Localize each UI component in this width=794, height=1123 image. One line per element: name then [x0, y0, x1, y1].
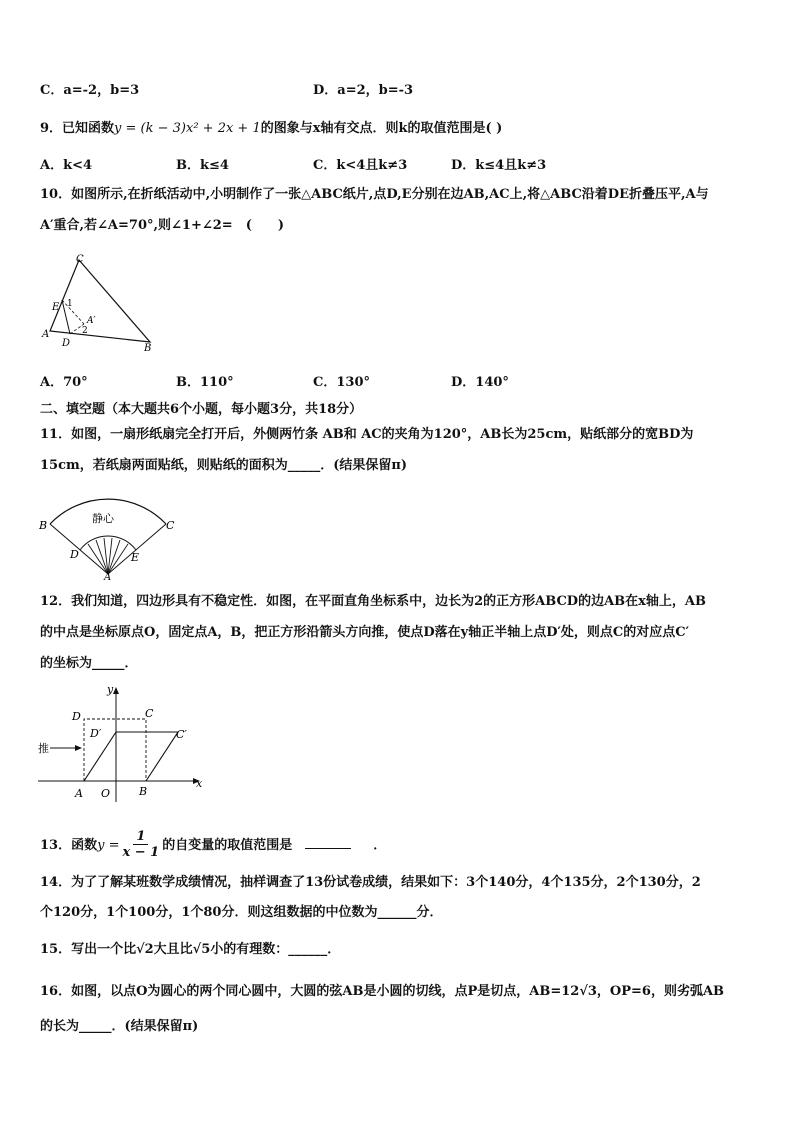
label-d: D: [70, 548, 79, 561]
label-y: y: [107, 684, 114, 696]
label-x: x: [196, 777, 203, 790]
q13-tail: ．: [373, 838, 387, 853]
q11-fan-figure: [38, 488, 178, 580]
label-c-prime: C′: [176, 728, 187, 741]
q16-line-1: 16．如图，以点O为圆心的两个同心圆中，大圆的弦AB是小圆的切线，点P是切点，AB=12√3，OP=6，则劣弧AB: [40, 984, 725, 999]
q10-option-c: C．130°: [313, 375, 370, 390]
q9-prefix: 9．已知函数: [40, 121, 115, 136]
label-c: C: [145, 707, 154, 720]
q10-option-a: A．70°: [40, 375, 88, 390]
label-c: C: [166, 519, 175, 532]
label-b: B: [39, 519, 48, 532]
q8-option-c: C．a=-2，b=3: [40, 83, 140, 98]
label-d: D: [62, 338, 71, 349]
q13-denominator: x − 1: [122, 845, 160, 860]
label-a: A: [42, 329, 50, 340]
label-c: C: [76, 254, 84, 265]
q9-formula: y = (k − 3)x² + 2x + 1: [114, 121, 261, 136]
q13-numerator: 1: [133, 830, 148, 845]
q15-line: 15．写出一个比√2大且比√5小的有理数：______．: [40, 942, 341, 957]
fan-inner-arc: [80, 536, 136, 550]
q12-line-1: 12．我们知道，四边形具有不稳定性．如图，在平面直角坐标系中，边长为2的正方形ABCD的边AB在x轴上，AB: [40, 594, 706, 609]
q12-line-2: 的中点是坐标原点O，固定点A，B，把正方形沿箭头方向推，使点D落在y轴正半轴上点D′处，则点C的对应点C′: [40, 625, 690, 640]
q13-suffix: 的自变量的取值范围是: [162, 838, 293, 853]
label-push: 推: [38, 742, 49, 755]
label-a: A: [75, 787, 83, 800]
label-e: E: [52, 302, 60, 313]
q9-suffix: 的图象与x轴有交点．则k的取值范围是( ): [260, 121, 503, 136]
q10-triangle-figure: [38, 248, 168, 358]
q12-line-3: 的坐标为_____．: [40, 656, 138, 671]
q13-stem: [40, 830, 386, 862]
label-angle-2: 2: [82, 326, 88, 336]
q13-y-eq: y =: [97, 838, 120, 853]
q13-fraction: [119, 830, 162, 861]
label-a: A: [104, 572, 112, 580]
y-axis-arrow: [113, 687, 119, 694]
section-title: 二、填空题（本大题共6个小题，每小题3分，共18分）: [40, 402, 363, 417]
q10-line-1: 10．如图所示,在折纸活动中,小明制作了一张△ABC纸片,点D,E分别在边AB,AC上,将△ABC沿着DE折叠压平,A与: [40, 187, 709, 202]
label-a-prime: A′: [87, 316, 96, 326]
label-angle-1: 1: [67, 299, 73, 309]
triangle-abc: [50, 260, 150, 342]
q11-line-2: 15cm，若纸扇两面贴纸，则贴纸的面积为_____．(结果保留π): [40, 458, 408, 473]
label-e: E: [131, 551, 140, 564]
q12-coordinate-figure: [38, 684, 208, 802]
label-b: B: [144, 343, 152, 354]
q9-option-b: B．k≤4: [176, 158, 229, 173]
q10-option-d: D．140°: [451, 375, 509, 390]
push-arrow-head: [75, 745, 82, 751]
fan-center-text: 静心: [92, 512, 114, 525]
q14-line-2: 个120分，1个100分，1个80分．则这组数据的中位数为______分．: [40, 905, 443, 920]
q9-option-a: A．k<4: [40, 158, 93, 173]
q10-option-b: B．110°: [176, 375, 234, 390]
q8-option-d: D．a=2，b=-3: [313, 83, 414, 98]
q13-answer-blank[interactable]: [305, 848, 351, 849]
label-d: D: [72, 710, 81, 723]
q16-line-2: 的长为_____．(结果保留π): [40, 1019, 199, 1034]
q9-option-d: D．k≤4且k≠3: [451, 158, 547, 173]
q13-prefix: 13．函数: [40, 838, 98, 853]
q14-line-1: 14．为了了解某班数学成绩情况，抽样调查了13份试卷成绩，结果如下：3个140分，4个135分，2个130分，2: [40, 875, 701, 890]
q9-option-c: C．k<4且k≠3: [313, 158, 408, 173]
label-o: O: [101, 787, 111, 800]
label-d-prime: D′: [90, 727, 102, 740]
q10-line-2: A′重合,若∠A=70°,则∠1+∠2= ( ): [40, 218, 284, 233]
label-b: B: [139, 785, 148, 798]
q11-line-1: 11．如图，一扇形纸扇完全打开后，外侧两竹条 AB和 AC的夹角为120°，AB长为25cm，贴纸部分的宽BD为: [40, 427, 694, 442]
q9-stem: [40, 120, 502, 138]
